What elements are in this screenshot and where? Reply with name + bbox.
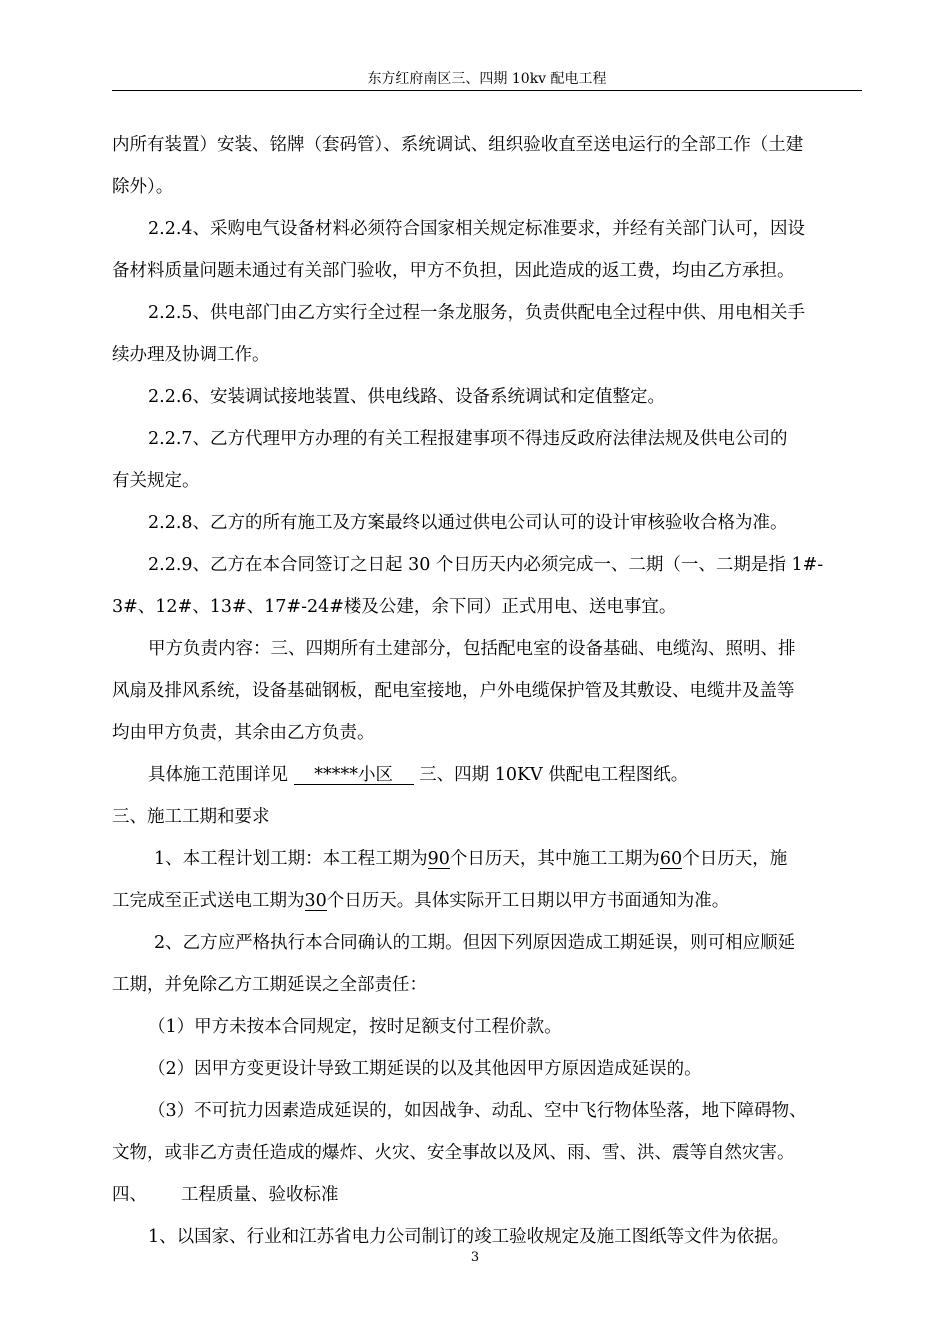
section-4-heading bbox=[112, 1174, 862, 1216]
schedule-text: 1、本工程计划工期：本工程工期为 bbox=[154, 849, 428, 869]
construction-duration-days: 60 bbox=[659, 849, 683, 869]
clause-2-2-8: 2.2.8、乙方的所有施工及方案最终以通过供电公司认可的设计审核验收合格为准。 bbox=[148, 513, 788, 533]
delay-item-2: （2）因甲方变更设计导致工期延误的以及其他因甲方原因造成延误的。 bbox=[148, 1059, 702, 1079]
clause-2-2-7: 2.2.7、乙方代理甲方办理的有关工程报建事项不得违反政府法律法规及供电公司的 bbox=[148, 429, 788, 449]
schedule-text: 个日历天，其中施工工期为 bbox=[449, 849, 660, 869]
section-4-title: 工程质量、验收标准 bbox=[181, 1185, 339, 1205]
clause-2-2-9: 2.2.9、乙方在本合同签订之日起 30 个日历天内必须完成一、二期（一、二期是指 1#- bbox=[148, 555, 824, 575]
paragraph-line: 备材料质量问题未通过有关部门验收，甲方不负担，因此造成的返工费，均由乙方承担。 bbox=[112, 261, 795, 281]
paragraph-line: 有关规定。 bbox=[112, 471, 200, 491]
paragraph-line: 内所有装置）安装、铭牌（套码管）、系统调试、组织验收直至送电运行的全部工作（土建 bbox=[112, 135, 804, 155]
schedule-clause-1-cont bbox=[112, 880, 862, 922]
schedule-text: 个日历天，施 bbox=[682, 849, 788, 869]
paragraph-line: 文物，或非乙方责任造成的爆炸、火灾、安全事故以及风、雨、雪、洪、震等自然灾害。 bbox=[112, 1143, 795, 1163]
document-body bbox=[112, 124, 862, 1258]
paragraph-line: 风扇及排风系统，设备基础钢板，配电室接地，户外电缆保护管及其敷设、电缆井及盖等 bbox=[112, 681, 795, 701]
paragraph-line: 除外）。 bbox=[112, 177, 174, 197]
schedule-clause-1 bbox=[112, 838, 862, 880]
party-a-responsibilities: 甲方负责内容：三、四期所有土建部分，包括配电室的设备基础、电缆沟、照明、排 bbox=[148, 639, 796, 659]
paragraph-line: 续办理及协调工作。 bbox=[112, 345, 270, 365]
schedule-text: 个日历天。具体实际开工日期以甲方书面通知为准。 bbox=[326, 891, 730, 911]
paragraph-line: 工期，并免除乙方工期延误之全部责任： bbox=[112, 975, 427, 995]
scope-reference bbox=[112, 754, 862, 796]
header-title: 东方红府南区三、四期 10kv 配电工程 bbox=[367, 71, 607, 87]
scope-prefix: 具体施工范围详见 bbox=[148, 765, 288, 785]
delay-item-3: （3）不可抗力因素造成延误的，如因战争、动乱、空中飞行物体坠落，地下障碍物、 bbox=[148, 1101, 807, 1121]
delay-item-1: （1）甲方未按本合同规定，按时足额支付工程价款。 bbox=[148, 1017, 562, 1037]
project-name-blank: *****小区 bbox=[294, 766, 414, 785]
section-4-number: 四、 bbox=[112, 1185, 147, 1205]
clause-2-2-6: 2.2.6、安装调试接地装置、供电线路、设备系统调试和定值整定。 bbox=[148, 387, 666, 407]
acceptance-clause-1: 1、以国家、行业和江苏省电力公司制订的竣工验收规定及施工图纸等文件为依据。 bbox=[148, 1227, 790, 1247]
total-duration-days: 90 bbox=[427, 849, 450, 869]
schedule-clause-2: 2、乙方应严格执行本合同确认的工期。但因下列原因造成工期延误，则可相应顺延 bbox=[154, 933, 796, 953]
paragraph-line: 3#、12#、13#、17#-24#楼及公建，余下同）正式用电、送电事宜。 bbox=[112, 597, 677, 617]
paragraph-line: 均由甲方负责，其余由乙方负责。 bbox=[112, 723, 375, 743]
power-on-duration-days: 30 bbox=[304, 891, 327, 911]
schedule-text: 工完成至正式送电工期为 bbox=[112, 891, 305, 911]
section-3-heading: 三、施工工期和要求 bbox=[112, 807, 270, 827]
clause-2-2-5: 2.2.5、供电部门由乙方实行全过程一条龙服务，负责供配电全过程中供、用电相关手 bbox=[148, 303, 806, 323]
scope-suffix: 三、四期 10KV 供配电工程图纸。 bbox=[419, 765, 689, 785]
clause-2-2-4: 2.2.4、采购电气设备材料必须符合国家相关规定标准要求，并经有关部门认可，因设 bbox=[148, 219, 806, 239]
page-header bbox=[112, 68, 862, 91]
page-number: 3 bbox=[470, 1250, 480, 1265]
